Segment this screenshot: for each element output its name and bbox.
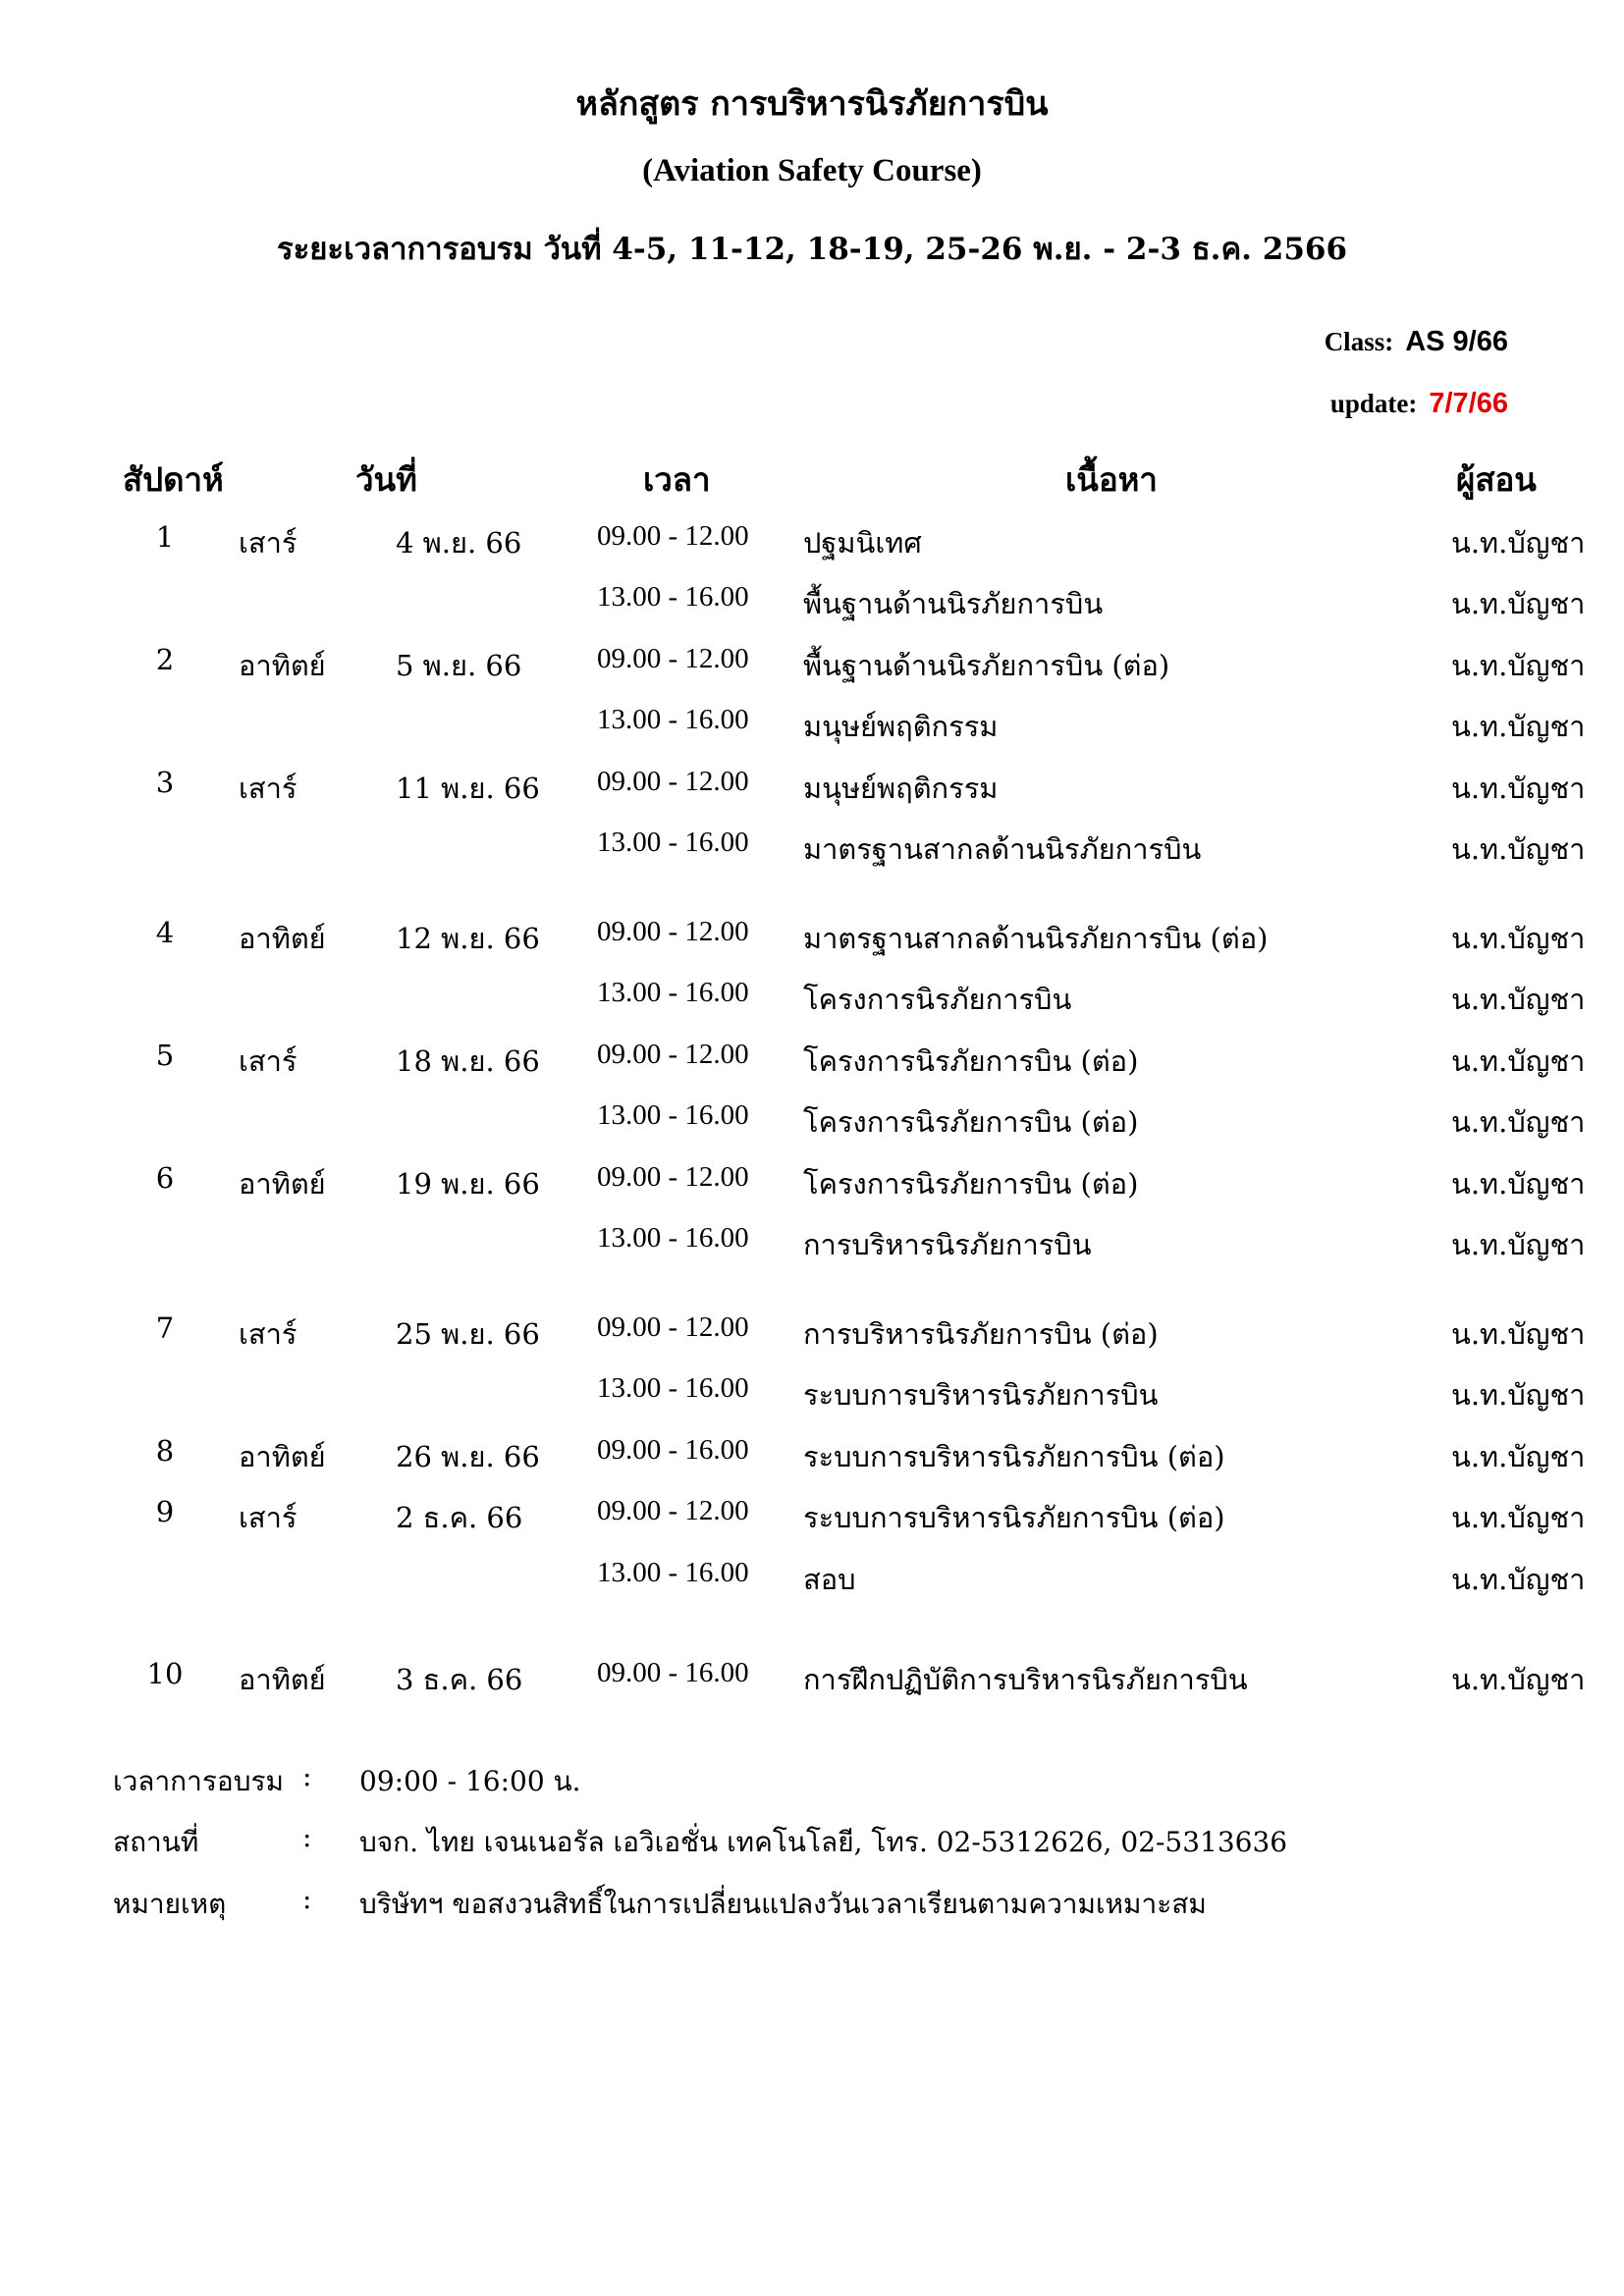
topic-cell: พื้นฐานด้านนิรภัยการบิน (ต่อ) [803, 649, 1170, 682]
topic-cell: โครงการนิรภัยการบิน (ต่อ) [803, 1044, 1139, 1078]
update-value: 7/7/66 [1429, 388, 1508, 419]
date-cell: 25 พ.ย. 66 [396, 1317, 540, 1351]
topic-cell: การบริหารนิรภัยการบิน [803, 1228, 1092, 1261]
table-row: 2 อาทิตย์ 5 พ.ย. 66 09.00 - 12.00 พื้นฐานด้านนิรภัยการบิน (ต่อ) น.ท.บัญชา [0, 643, 1624, 682]
topic-cell: พื้นฐานด้านนิรภัยการบิน [803, 587, 1104, 620]
topic-cell: โครงการนิรภัยการบิน (ต่อ) [803, 1105, 1139, 1139]
table-row [0, 704, 1624, 743]
date-cell: 19 พ.ย. 66 [396, 1167, 540, 1201]
table-row: 8 อาทิตย์ 26 พ.ย. 66 09.00 - 16.00 ระบบการบริหารนิรภัยการบิน (ต่อ) น.ท.บัญชา [0, 1434, 1624, 1473]
date-cell: 18 พ.ย. 66 [396, 1044, 540, 1078]
date-cell: 12 พ.ย. 66 [396, 922, 540, 955]
table-row: 5 เสาร์ 18 พ.ย. 66 09.00 - 12.00 โครงการนิรภัยการบิน (ต่อ) น.ท.บัญชา [0, 1039, 1624, 1078]
training-period: ระยะเวลาการอบรม วันที่ 4-5, 11-12, 18-19, 25-26 พ.ย. - 2-3 ธ.ค. 2566 [276, 232, 1348, 267]
instructor-cell: น.ท.บัญชา [1451, 922, 1586, 955]
time-cell: 09.00 - 12.00 [597, 520, 749, 552]
topic-cell: ปฐมนิเทศ [803, 526, 922, 560]
day-cell: อาทิตย์ [239, 649, 326, 682]
date-cell: 2 ธ.ค. 66 [396, 1501, 523, 1534]
topic-cell: สอบ [803, 1563, 856, 1596]
instructor-cell: น.ท.บัญชา [1451, 1228, 1586, 1261]
instructor-cell: น.ท.บัญชา [1451, 1317, 1586, 1351]
table-row: 1 เสาร์ 4 พ.ย. 66 09.00 - 12.00 ปฐมนิเทศ น.ท.บัญชา [0, 520, 1624, 560]
day-cell: อาทิตย์ [239, 1440, 326, 1473]
update-label: update: [1329, 389, 1418, 418]
topic-cell: การฝึกปฏิบัติการบริหารนิรภัยการบิน [803, 1663, 1248, 1696]
topic-cell: มนุษย์พฤติกรรม [803, 710, 999, 743]
header-week: สัปดาห์ [123, 460, 224, 499]
header-date: วันที่ [355, 460, 417, 499]
table-row [0, 581, 1624, 620]
day-cell: เสาร์ [239, 1317, 298, 1351]
instructor-cell: น.ท.บัญชา [1451, 649, 1586, 682]
instructor-cell: น.ท.บัญชา [1451, 710, 1586, 743]
time-cell: 09.00 - 12.00 [597, 916, 749, 947]
instructor-cell: น.ท.บัญชา [1451, 1167, 1586, 1201]
topic-cell: มาตรฐานสากลด้านนิรภัยการบิน (ต่อ) [803, 922, 1269, 955]
table-row [0, 1099, 1624, 1139]
day-cell: เสาร์ [239, 1044, 298, 1078]
day-cell: อาทิตย์ [239, 922, 326, 955]
time-cell: 09.00 - 12.00 [597, 1039, 749, 1070]
instructor-cell: น.ท.บัญชา [1451, 526, 1586, 560]
header-instructor: ผู้สอน [1456, 460, 1537, 499]
date-cell: 3 ธ.ค. 66 [396, 1663, 523, 1696]
time-cell: 09.00 - 12.00 [597, 643, 749, 674]
topic-cell: ระบบการบริหารนิรภัยการบิน (ต่อ) [803, 1501, 1225, 1534]
table-row [0, 1222, 1624, 1261]
course-title-en: (Aviation Safety Course) [642, 153, 982, 188]
day-cell: อาทิตย์ [239, 1167, 326, 1201]
topic-cell: มนุษย์พฤติกรรม [803, 772, 999, 805]
table-row: 4 อาทิตย์ 12 พ.ย. 66 09.00 - 12.00 มาตรฐานสากลด้านนิรภัยการบิน (ต่อ) น.ท.บัญชา [0, 916, 1624, 955]
course-title-th: หลักสูตร การบริหารนิรภัยการบิน [575, 84, 1049, 124]
instructor-cell: น.ท.บัญชา [1451, 1044, 1586, 1078]
time-cell: 13.00 - 16.00 [597, 827, 749, 858]
footer-label: สถานที่ [113, 1826, 199, 1858]
table-row: 7 เสาร์ 25 พ.ย. 66 09.00 - 12.00 การบริหารนิรภัยการบิน (ต่อ) น.ท.บัญชา [0, 1311, 1624, 1351]
topic-cell: การบริหารนิรภัยการบิน (ต่อ) [803, 1317, 1159, 1351]
footer-value: 09:00 - 16:00 น. [359, 1765, 581, 1797]
time-cell: 09.00 - 12.00 [597, 1161, 749, 1193]
instructor-cell: น.ท.บัญชา [1451, 1378, 1586, 1412]
time-cell: 09.00 - 16.00 [597, 1657, 749, 1688]
date-cell: 4 พ.ย. 66 [396, 526, 522, 560]
topic-cell: โครงการนิรภัยการบิน [803, 983, 1072, 1016]
date-cell: 5 พ.ย. 66 [396, 649, 522, 682]
class-line [1325, 326, 1508, 358]
instructor-cell: น.ท.บัญชา [1451, 772, 1586, 805]
day-cell: เสาร์ [239, 1501, 298, 1534]
table-row: 9 เสาร์ 2 ธ.ค. 66 09.00 - 12.00 ระบบการบริหารนิรภัยการบิน (ต่อ) น.ท.บัญชา [0, 1495, 1624, 1534]
update-line [1330, 388, 1508, 420]
table-row [0, 1557, 1624, 1596]
date-cell: 11 พ.ย. 66 [396, 772, 540, 805]
instructor-cell: น.ท.บัญชา [1451, 1563, 1586, 1596]
footer-colon: : [302, 1821, 312, 1853]
instructor-cell: น.ท.บัญชา [1451, 1440, 1586, 1473]
instructor-cell: น.ท.บัญชา [1451, 1663, 1586, 1696]
topic-cell: ระบบการบริหารนิรภัยการบิน [803, 1378, 1159, 1412]
date-cell: 26 พ.ย. 66 [396, 1440, 540, 1473]
class-label: Class: [1324, 327, 1394, 356]
instructor-cell: น.ท.บัญชา [1451, 1501, 1586, 1534]
table-row: 10 อาทิตย์ 3 ธ.ค. 66 09.00 - 16.00 การฝึกปฏิบัติการบริหารนิรภัยการบิน น.ท.บัญชา [0, 1657, 1624, 1696]
time-cell: 13.00 - 16.00 [597, 581, 749, 613]
footer-colon: : [302, 1760, 312, 1792]
table-row [0, 1372, 1624, 1412]
topic-cell: ระบบการบริหารนิรภัยการบิน (ต่อ) [803, 1440, 1225, 1473]
time-cell: 13.00 - 16.00 [597, 1557, 749, 1588]
table-row [0, 977, 1624, 1016]
time-cell: 13.00 - 16.00 [597, 1099, 749, 1131]
topic-cell: มาตรฐานสากลด้านนิรภัยการบิน [803, 832, 1202, 866]
day-cell: อาทิตย์ [239, 1663, 326, 1696]
header-topic: เนื้อหา [1065, 460, 1158, 499]
topic-cell: โครงการนิรภัยการบิน (ต่อ) [803, 1167, 1139, 1201]
time-cell: 09.00 - 16.00 [597, 1434, 749, 1466]
instructor-cell: น.ท.บัญชา [1451, 983, 1586, 1016]
time-cell: 09.00 - 12.00 [597, 1311, 749, 1343]
footer-colon: : [302, 1883, 312, 1915]
instructor-cell: น.ท.บัญชา [1451, 587, 1586, 620]
instructor-cell: น.ท.บัญชา [1451, 1105, 1586, 1139]
table-row: 6 อาทิตย์ 19 พ.ย. 66 09.00 - 12.00 โครงการนิรภัยการบิน (ต่อ) น.ท.บัญชา [0, 1161, 1624, 1201]
class-value: AS 9/66 [1405, 326, 1508, 357]
footer-value: บจก. ไทย เจนเนอรัล เอวิเอชั่น เทคโนโลยี, โทร. 02-5312626, 02-5313636 [359, 1826, 1288, 1858]
time-cell: 09.00 - 12.00 [597, 1495, 749, 1526]
footer-label: เวลาการอบรม [113, 1765, 284, 1797]
header-time: เวลา [643, 460, 711, 499]
time-cell: 13.00 - 16.00 [597, 1222, 749, 1254]
footer-value: บริษัทฯ ขอสงวนสิทธิ์ในการเปลี่ยนแปลงวันเวลาเรียนตามความเหมาะสม [359, 1888, 1207, 1920]
time-cell: 13.00 - 16.00 [597, 977, 749, 1008]
time-cell: 13.00 - 16.00 [597, 704, 749, 735]
day-cell: เสาร์ [239, 526, 298, 560]
time-cell: 13.00 - 16.00 [597, 1372, 749, 1404]
table-row: 3 เสาร์ 11 พ.ย. 66 09.00 - 12.00 มนุษย์พฤติกรรม น.ท.บัญชา [0, 766, 1624, 805]
footer-label: หมายเหตุ [113, 1888, 227, 1920]
instructor-cell: น.ท.บัญชา [1451, 832, 1586, 866]
day-cell: เสาร์ [239, 772, 298, 805]
time-cell: 09.00 - 12.00 [597, 766, 749, 797]
table-row [0, 827, 1624, 866]
